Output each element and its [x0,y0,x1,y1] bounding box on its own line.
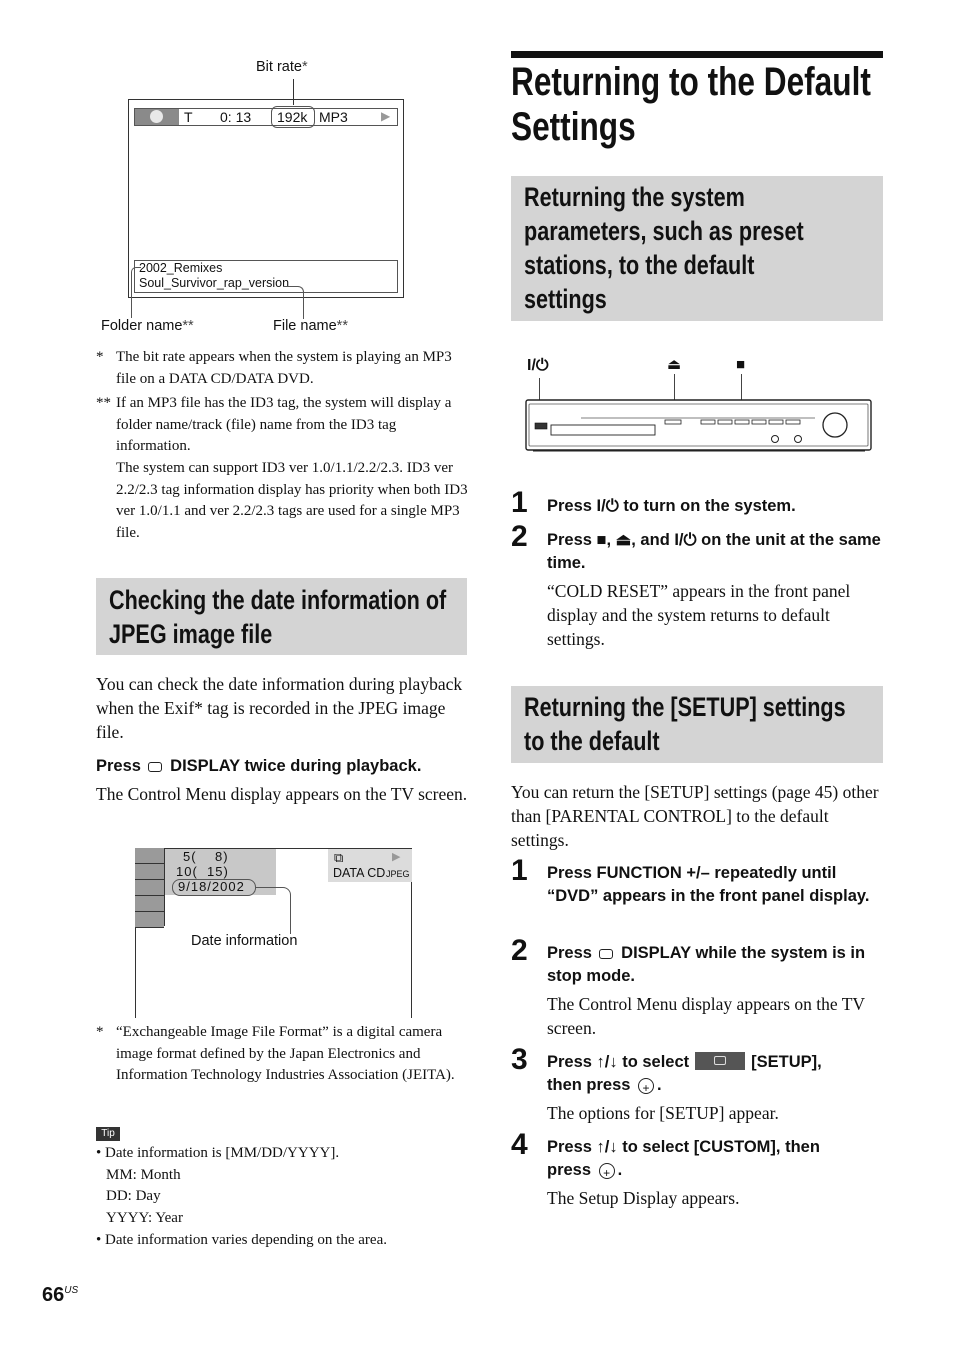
tip-item: • Date information is [MM/DD/YYYY]. [96,1145,340,1161]
step-title-part: then press [547,1076,631,1094]
step-title-part: [SETUP], [751,1053,822,1071]
page-number [42,1284,78,1307]
date-highlight [172,879,256,896]
bitrate-highlight [271,106,315,128]
date-callout-line [256,887,291,934]
step-body: The Setup Display appears. [547,1188,740,1208]
step-number: 1 [511,854,528,887]
tip-item: DD: Day [106,1188,161,1204]
heading-line: Returning the [SETUP] settings [524,692,846,722]
step-title: Press I/⏻ to turn on the system. [547,497,796,515]
main-title [511,60,882,150]
step-body: “COLD RESET” appears in the front panel display and the system returns to default settings. [547,581,851,649]
jpeg-media-box [328,849,412,882]
step-body: The options for [SETUP] appear. [547,1103,779,1123]
step-body: The Control Menu display appears on the TV screen. [547,994,865,1038]
setup-toolbox-icon [695,1052,745,1070]
clock-icon [135,109,179,125]
media-sublabel: JPEG [386,869,410,879]
title-rule [511,51,883,58]
jpeg-result: The Control Menu display appears on the TV screen. [96,784,468,804]
tip-item: • Date information varies depending on the area. [96,1232,387,1248]
folder-callout-mark: ** [182,318,194,334]
folder-name: 2002_Remixes [139,261,223,275]
step-title: Press FUNCTION +/– repeatedly until “DVD” appears in the front panel display. [547,864,870,905]
tip-item: MM: Month [106,1166,181,1183]
page-number-suffix: US [64,1285,79,1296]
heading-line: to the default [524,726,660,756]
bitrate-callout-mark: * [301,59,308,75]
front-panel-illustration [525,398,873,456]
step-title-part: DISPLAY while the system is in stop mode. [547,944,866,985]
note-text: “Exchangeable Image File Format” is a digital camera image format defined by the Japan Electronics and Information Technology Industries Association (JEITA). [116,1024,455,1083]
note-mark: ** [96,395,111,411]
system-section-heading [524,180,868,316]
jpeg-row-2: 10( 15) [176,864,229,879]
jpeg-row-1: 5( 8) [183,849,229,864]
setup-section-heading [524,690,876,758]
eject-label: ⏏ [667,356,682,373]
step-number: 1 [511,486,528,519]
jpeg-section-heading: Checking the date information of JPEG image file [109,585,447,649]
file-name: Soul_Survivor_rap_version [139,276,290,290]
heading-line: parameters, such as preset [524,216,804,246]
folder-callout [101,318,194,334]
note-text: The system can support ID3 ver 1.0/1.1/2.2/2.3. ID3 ver 2.2/2.3 tag information display has priority when both ID3 ver 1.0/1.1 and ver 2.2/2.3 tags are used for a single MP3 file. [116,460,468,541]
press-rest: DISPLAY twice during playback. [170,757,422,775]
play-icon: ▶ [392,851,401,863]
note-id3 [96,393,468,458]
power-label: I/⏻ [527,357,549,374]
jpeg-icon-column [135,848,164,926]
heading-line: stations, to the default [524,250,755,280]
play-icon: ▶ [381,109,391,123]
note-text: The bit rate appears when the system is playing an MP3 file on a DATA CD/DATA DVD. [116,349,452,387]
heading-line: Returning the system [524,182,745,212]
folder-callout-line [131,267,141,318]
tip-item: YYYY: Year [106,1209,183,1226]
step-number: 2 [511,934,528,967]
step-title-part: Press ↑/↓ to select [CUSTOM], then [547,1138,820,1156]
mp3-name-box [134,260,398,293]
setup-intro: You can return the [SETUP] settings (page 45) other than [PARENTAL CONTROL] to the default settings. [511,782,879,850]
display-button-icon [599,949,613,959]
step-title: Press ■, ⏏, and I/⏻ on the unit at the same time. [547,531,881,572]
format-value: MP3 [319,109,348,125]
bitrate-callout-label: Bit rate [256,59,302,75]
step-title: Press ↑/↓ to select [SETUP], then press + . [547,1051,883,1097]
enter-button-icon [599,1163,615,1179]
step-number: 3 [511,1043,528,1076]
media-label: DATA CD [333,866,386,880]
step-title: Press ↑/↓ to select [CUSTOM], then press + . [547,1136,883,1182]
jpeg-date: 9/18/2002 [178,879,245,894]
stop-label: ■ [736,356,746,373]
media-icon: ⧉ [334,850,344,865]
display-button-icon [148,762,162,772]
note-bitrate [96,347,468,390]
jpeg-intro: You can check the date information during playback when the Exif* tag is recorded in the JPEG image file. [96,674,463,742]
mp3-status-bar [134,108,398,126]
main-title-line: Settings [511,105,636,149]
note-id3-version [116,458,468,544]
note-text: If an MP3 file has the ID3 tag, the system will display a folder name/track (file) name from the ID3 tag information. [116,395,452,454]
step-title-part: press [547,1161,592,1179]
file-callout-label: File name [273,318,337,334]
exif-note [96,1022,468,1087]
bitrate-value: 192k [277,109,308,125]
file-callout-mark: ** [336,318,348,334]
file-callout-line [283,286,304,319]
date-callout: Date information [191,933,298,949]
file-callout [273,318,348,334]
step-title-part: Press ↑/↓ to select [547,1053,690,1071]
jpeg-press-instruction [96,755,476,778]
elapsed-time: 0: 13 [220,109,252,125]
bitrate-callout [256,59,308,75]
note-mark: * [96,1024,104,1040]
heading-line: settings [524,284,607,314]
press-word: Press [96,757,141,775]
note-mark: * [96,349,104,365]
tip-list [96,1143,468,1252]
tip-badge: Tip [96,1127,120,1141]
step-title [547,942,883,988]
page-number-value: 66 [42,1284,65,1306]
enter-button-icon [638,1078,654,1094]
step-number: 4 [511,1128,528,1161]
step-title-part: Press [547,944,592,962]
main-title-line: Returning to the Default [511,60,871,104]
step-number: 2 [511,520,528,553]
folder-callout-label: Folder name [101,318,183,334]
track-mode: T [184,109,193,125]
